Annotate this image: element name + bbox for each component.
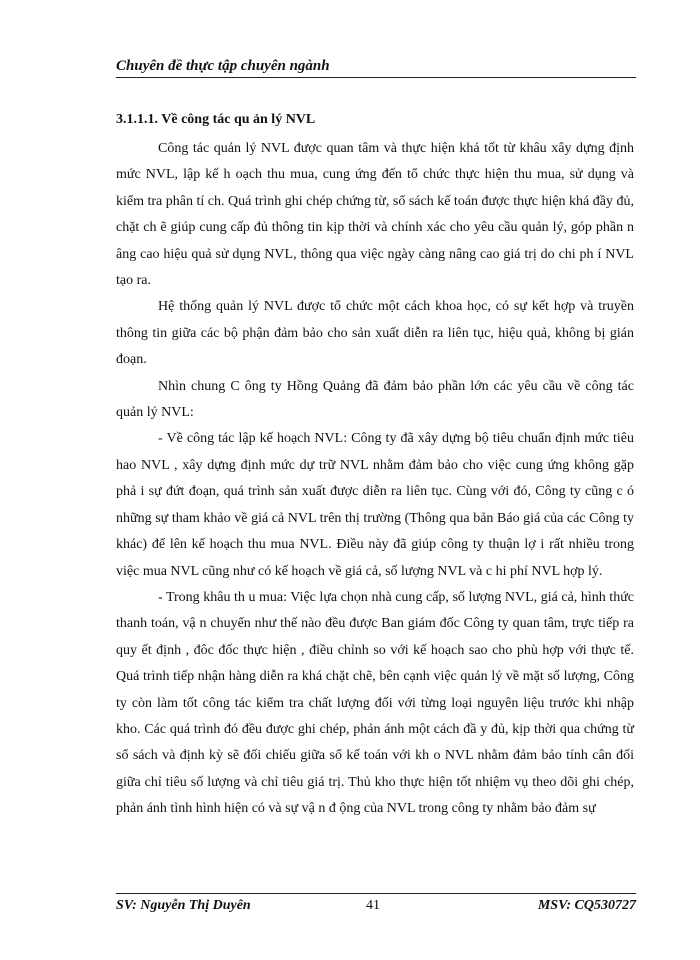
header-divider — [116, 77, 636, 78]
paragraph-5: - Trong khâu th u mua: Việc lựa chọn nhà cung cấp, số lượng NVL, giá cả, hình thức thanh toán, vậ n chuyển như thế nào đều được Ban giám đốc Công ty quan tâm, trực tiếp ra quy ết định , đôc đốc thực hiện , điều chỉnh so với kế hoạch sao cho phù hợp với thực tế. Quá trình tiếp nhận hàng diễn ra khá chặt chẽ, bên cạnh việc quản lý về mặt số lượng, Công ty còn làm tốt công tác kiểm tra chất lượng đối với từng loại nguyên liệu trước khi nhập kho. Các quá trình đó đều được ghi chép, phản ánh một cách đầ y đủ, kịp thời qua chứng từ sổ sách và định kỳ sẽ đối chiếu giữa sổ kế toán với kh o NVL nhằm đảm bảo tính cân đối giữa chỉ tiêu số lượng và chỉ tiêu giá trị. Thủ kho thực hiện tốt nhiệm vụ theo dõi ghi chép, phản ánh tình hình hiện có và sự vậ n đ ộng của NVL trong công ty nhằm bảo đảm sự — [116, 589, 634, 817]
paragraph-1: Công tác quản lý NVL được quan tâm và thực hiện khá tốt từ khâu xây dựng định mức NVL, lập kế h oạch thu mua, cung ứng đến tổ chức thực hiện thu mua, sử dụng và kiểm tra phân tí ch. Quá trình ghi chép chứng từ, sổ sách kế toán được thực hiện khá đầy đủ, chặt ch ẽ giúp cung cấp đủ thông tin kịp thời và chính xác cho yêu cầu quản lý, góp phần n âng cao hiệu quả sử dụng NVL, thông qua việc ngày càng nâng cao giá trị do chi ph í NVL tạo ra. — [116, 141, 634, 289]
paragraph-3: Nhìn chung C ông ty Hồng Quảng đã đảm bảo phần lớn các yêu cầu về công tác quản lý NVL: — [116, 378, 634, 421]
paragraph-2: Hệ thống quản lý NVL được tổ chức một cách khoa học, có sự kết hợp và truyền thông tin giữa các bộ phận đảm bảo cho sản xuất diễn ra liên tục, hiệu quả, không bị gián đoạn. — [116, 299, 634, 368]
footer-student-id: MSV: CQ530727 — [537, 898, 636, 913]
paragraph-4: - Về công tác lập kế hoạch NVL: Công ty đã xây dựng bộ tiêu chuẩn định mức tiêu hao NVL , xây dựng định mức dự trữ NVL nhằm đảm bảo cho việc cung ứng không gặp phả i sự đứt đoạn, quá trình sản xuất được diễn ra liên tục. Cùng với đó, Công ty cũng c ó những sự tham khảo về giá cả NVL trên thị trường (Thông qua bản Báo giá của các Công ty khác) để lên kế hoạch thu mua NVL. Điều này đã giúp công ty thuận lợ i rất nhiều trong việc mua NVL cũng như có kế hoạch về giá cả, số lượng NVL và c hi phí NVL hợp lý. — [116, 431, 634, 579]
footer-student-name: SV: Nguyễn Thị Duyên — [116, 898, 251, 913]
footer-divider — [116, 893, 636, 894]
page-body — [116, 112, 634, 823]
running-header: Chuyên đề thực tập chuyên ngành — [116, 58, 330, 74]
section-heading: 3.1.1.1. Về công tác qu ản lý NVL — [116, 112, 316, 127]
page-footer — [116, 898, 636, 918]
page-number: 41 — [366, 898, 380, 913]
